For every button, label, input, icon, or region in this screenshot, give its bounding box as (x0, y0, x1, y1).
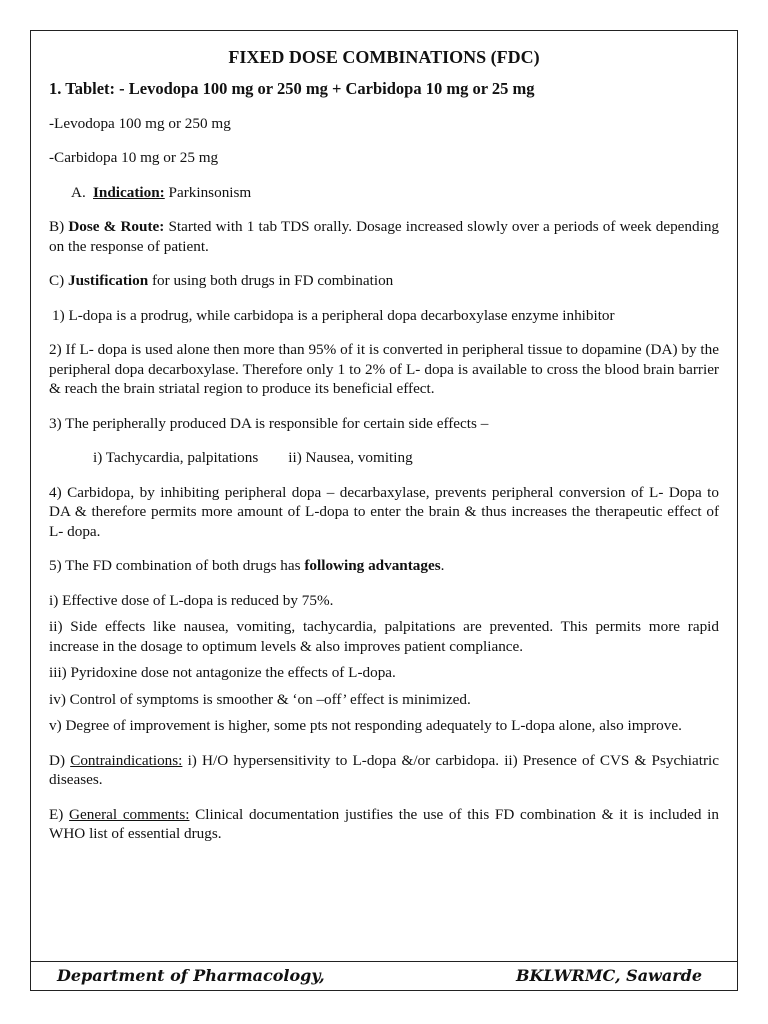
dose-prefix: B) (49, 218, 69, 235)
point-4: 4) Carbidopa, by inhibiting peripheral dopa – decarbaxylase, prevents peripheral conversion of L- Dopa to DA & therefore permits more amount of L-dopa to enter the brain & thus increases the therapeutic effect of L- dopa. (49, 483, 719, 540)
footer-institution: BKLWRMC, Sawarde (515, 966, 702, 985)
general-label: General comments: (69, 805, 190, 823)
section-heading-tablet: 1. Tablet: - Levodopa 100 mg or 250 mg + Carbidopa 10 mg or 25 mg (49, 79, 535, 98)
footer-department: Department of Pharmacology, (57, 966, 325, 985)
contra-label: Contraindications: (70, 751, 183, 769)
point-5-end: . (440, 557, 445, 574)
side-effect-ii: ii) Nausea, vomiting (288, 449, 413, 466)
indication-label: Indication: (93, 183, 165, 201)
justification-prefix: C) (49, 272, 68, 289)
dose-text: Started with 1 tab TDS orally. Dosage increased slowly over a periods of week depending on the response of patient. (49, 218, 720, 255)
point-3: 3) The peripherally produced DA is responsible for certain side effects – (49, 414, 489, 432)
point-2: 2) If L- dopa is used alone then more than 95% of it is converted in peripheral tissue to dopamine (DA) by the peripheral dopa decarboxylase. Therefore only 1 to 2% of L- dopa is available to cross the blood brain barrier & reach the brain striatal region to produce its beneficial effect. (49, 341, 719, 397)
point-5 (49, 556, 719, 576)
point-1: 1) L-dopa is a prodrug, while carbidopa is a peripheral dopa decarboxylase enzyme inhibitor (52, 306, 615, 324)
footer-divider (30, 961, 738, 962)
dose-paragraph (49, 217, 719, 256)
advantage-i: i) Effective dose of L-dopa is reduced by 75%. (49, 591, 334, 609)
point-5-text: 5) The FD combination of both drugs has (49, 557, 305, 574)
line-carbidopa: -Carbidopa 10 mg or 25 mg (49, 149, 219, 166)
justification-label: Justification (67, 272, 149, 289)
contraindications-paragraph (49, 751, 719, 790)
line-levodopa: -Levodopa 100 mg or 250 mg (49, 114, 231, 132)
point-5-bold: following advantages (304, 557, 441, 574)
contra-text: i) H/O hypersensitivity to L-dopa &/or carbidopa. ii) Presence of CVS & Psychiatric diseases. (49, 751, 719, 788)
advantage-v: v) Degree of improvement is higher, some pts not responding adequately to L-dopa alone, also improve. (49, 717, 682, 734)
justification-paragraph (49, 271, 719, 291)
indication-paragraph (49, 183, 719, 203)
general-text: Clinical documentation justifies the use of this FD combination & it is included in WHO list of essential drugs. (49, 805, 719, 842)
dose-label: Dose & Route: (68, 218, 165, 235)
indication-text: Parkinsonism (164, 183, 252, 201)
indication-letter: A. (71, 183, 86, 201)
advantage-iii: iii) Pyridoxine dose not antagonize the effects of L-dopa. (49, 664, 396, 681)
general-prefix: E) (49, 805, 70, 823)
contra-prefix: D) (49, 751, 71, 769)
advantage-iv: iv) Control of symptoms is smoother & ‘on –off’ effect is minimized. (49, 690, 471, 708)
side-effects-line (49, 448, 719, 468)
justification-text: for using both drugs in FD combination (148, 272, 394, 289)
document-body (49, 46, 719, 859)
general-comments-paragraph (49, 805, 719, 844)
document-title: FIXED DOSE COMBINATIONS (FDC) (228, 47, 540, 67)
advantage-ii: ii) Side effects like nausea, vomiting, tachycardia, palpitations are prevented. This permits more rapid increase in the dosage to optimum levels & also improves patient compliance. (49, 618, 719, 655)
side-effect-i: i) Tachycardia, palpitations (93, 449, 259, 466)
page-footer (57, 966, 702, 985)
